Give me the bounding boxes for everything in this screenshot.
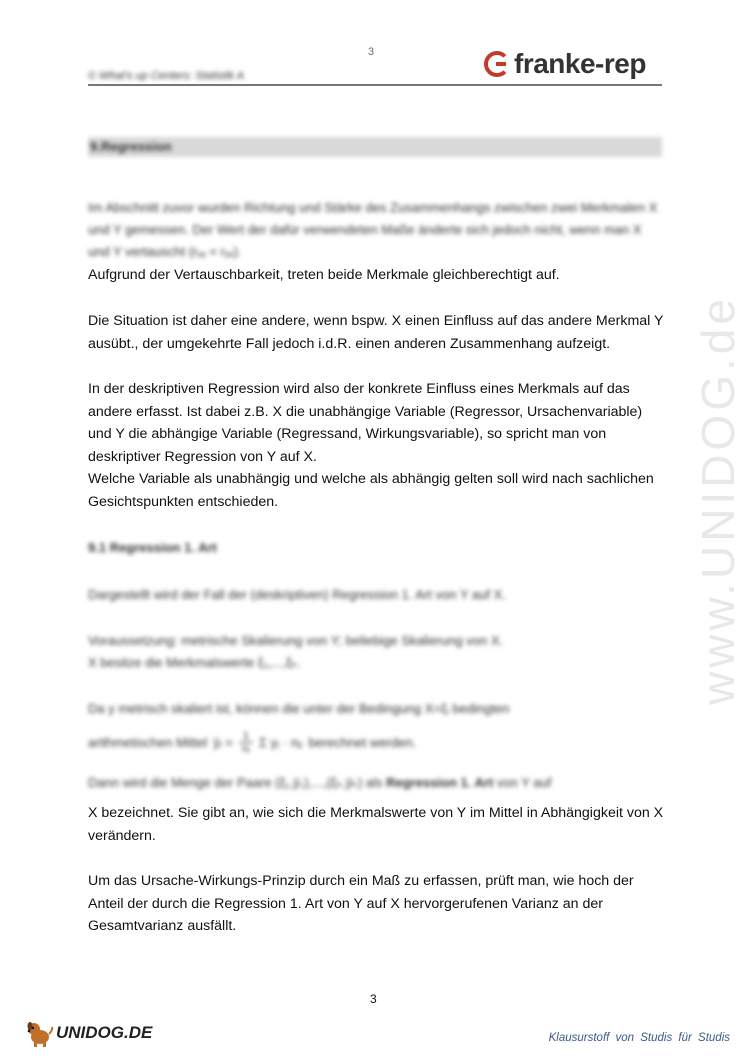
dog-mascot-icon	[24, 1018, 54, 1048]
blurred-line-paare	[88, 772, 668, 795]
formula-denominator: nᵢ	[242, 743, 250, 755]
section-heading-bar	[88, 137, 662, 157]
formula-prefix: arithmetischen Mittel	[88, 735, 208, 750]
footer-tagline: Klausurstoff von Studis für Studis	[548, 1032, 730, 1044]
header-divider	[88, 84, 662, 86]
paare-prefix: Dann wird die Menge der Paare (ξ₁,ȳ₁),...,(ξₖ,ȳₖ) als	[88, 775, 383, 790]
formula-lhs: ȳᵢ =	[213, 735, 233, 750]
intro-paragraph: Im Abschnitt zuvor wurden Richtung und Stärke des Zusammenhangs zwischen zwei Merkmalen X und Y gemessen. Der Wert der dafür verwendeten Maße änderte sich jedoch nicht, wenn man X und Y vertauscht (rₓᵧ = rᵧₓ).	[88, 200, 658, 259]
paragraph-variablenwahl: Welche Variable als unabhängig und welche als abhängig gelten soll wird nach sachlichen Gesichtspunkten entschieden.	[88, 471, 654, 510]
watermark-text: www.UNIDOG.de	[692, 295, 744, 705]
blurred-line-voraussetzung: Voraussetzung: metrische Skalierung von Y; beliebige Skalierung von X.	[88, 633, 504, 648]
blurred-line-bedingung: Da y metrisch skaliert ist, können die unter der Bedingung X=ξᵢ bedingten	[88, 701, 510, 716]
footer-brand: UNIDOG.DE	[56, 1023, 153, 1042]
franke-rep-logo	[484, 46, 646, 82]
paragraph-situation: Die Situation ist daher eine andere, wenn bspw. X einen Einfluss auf das andere Merkmal Y ausübt., der umgekehrte Fall jedoch i.d.R. einen anderen Zusammenhang aufzeigt.	[88, 313, 664, 352]
blurred-line-dargestellt: Dargestellt wird der Fall der (deskriptiven) Regression 1. Art von Y auf X.	[88, 587, 506, 602]
paragraph-ursache-wirkung: Um das Ursache-Wirkungs-Prinzip durch ein Maß zu erfassen, prüft man, wie hoch der Anteil der durch die Regression 1. Art von Y auf X hervorgerufenen Varianz an der Gesamtvarianz ausfällt.	[88, 873, 634, 934]
formula-numerator: 1	[242, 730, 250, 742]
header-source-text: © What's up Centers: Statistik A	[88, 70, 244, 82]
paare-suffix: von Y auf	[496, 775, 552, 790]
conditional-mean-formula	[88, 730, 416, 755]
subsection-title: 9.1 Regression 1. Art	[88, 540, 217, 555]
header-page-number: 3	[368, 46, 375, 58]
formula-fraction	[239, 730, 253, 755]
paragraph-vertauschbarkeit: Aufgrund der Vertauschbarkeit, treten beide Merkmale gleichberechtigt auf.	[88, 267, 560, 283]
unidog-watermark	[688, 260, 748, 740]
logo-mark-icon	[484, 51, 510, 77]
footer-page-number: 3	[370, 992, 377, 1006]
formula-sum: Σ yⱼ · nᵢⱼ	[258, 734, 303, 750]
paare-bold-term: Regression 1. Art	[386, 775, 494, 790]
formula-suffix: berechnet werden.	[308, 735, 417, 750]
logo-text: franke-rep	[514, 48, 646, 79]
paragraph-regression-definition: X bezeichnet. Sie gibt an, wie sich die Merkmalswerte von Y im Mittel in Abhängigkeit von X verändern.	[88, 805, 664, 844]
paragraph-deskriptive-regression: In der deskriptiven Regression wird also der konkrete Einfluss eines Merkmals auf das andere erfasst. Ist dabei z.B. X die unabhängige Variable (Regressor, Ursachenvariable) und Y die abhängige Variable (Regressand, Wirkungsvariable), so spricht man von deskriptiver Regression von Y auf X.	[88, 381, 643, 465]
blurred-line-merkmalswerte: X besitze die Merkmalswerte ξ₁,...,ξₖ.	[88, 655, 302, 670]
unidog-logo	[24, 1018, 152, 1048]
section-title: 9.Regression	[90, 139, 172, 154]
